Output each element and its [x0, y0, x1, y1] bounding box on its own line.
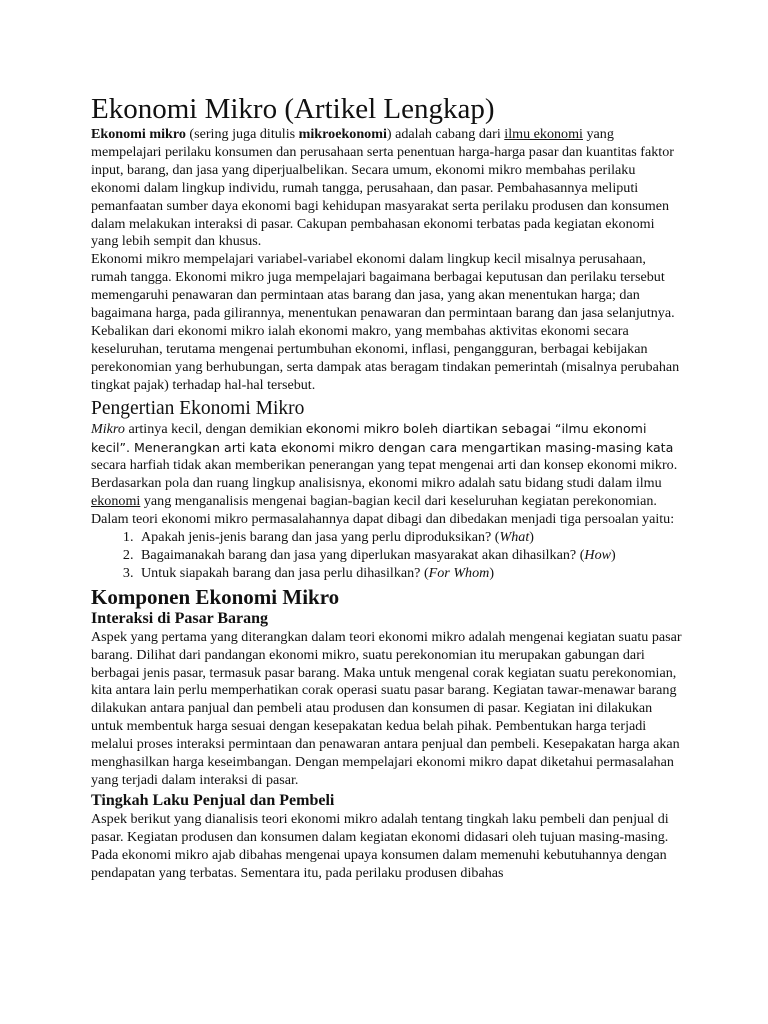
list-item: 2. Bagaimanakah barang dan jasa yang diperlukan masyarakat akan dihasilkan? (How)	[137, 547, 683, 565]
paragraph-3: Kebalikan dari ekonomi mikro ialah ekonomi makro, yang membahas aktivitas ekonomi secara keseluruhan, terutama mengenai pertumbuhan ekonomi, inflasi, pengangguran, berbagai kebijakan perekonomian yang berhubungan, serta dampak atas beragam tindakan pemerintah (misalnya perubahan tingkat pajak) terhadap hal-hal tersebut.	[91, 322, 680, 393]
list-item: 3. Untuk siapakah barang dan jasa perlu dihasilkan? (For Whom)	[137, 565, 683, 583]
interaksi-paragraph: Aspek yang pertama yang diterangkan dalam teori ekonomi mikro adalah mengenai kegiatan suatu pasar barang. Dilihat dari pandangan ekonomi mikro, suatu perekonomian itu merupakan gabungan dari berbagai jenis pasar, termasuk pasar barang. Maka untuk mengenal corak kegiatan suatu perekonomian, kita antara lain perlu memperhatikan corak operasi suatu pasar barang. Kegiatan tawar-menawar barang dilakukan antara panjual dan pembeli atau produsen dan konsumen di pasar. Kegiatan ini dilakukan untuk membentuk harga sesuai dengan kesepakatan kedua belah pihak. Pembentukan harga terjadi melalui proses interaksi permintaan dan penawaran antara penjual dan pembeli. Kesepakatan harga akan menghasilkan harga keseimbangan. Dengan mempelajari ekonomi mikro dapat diketahui permasalahan yang terjadi dalam interaksi di pasar.	[91, 628, 682, 788]
document-page	[91, 92, 683, 883]
list-item: 1. Apakah jenis-jenis barang dan jasa yang perlu diproduksikan? (What)	[137, 529, 683, 547]
tingkah-laku-paragraph: Aspek berikut yang dianalisis teori ekonomi mikro adalah tentang tingkah laku pembeli dan penjual di pasar. Kegiatan produsen dan konsumen dalam kegiatan ekonomi didasari oleh tujuan masing-masing. Pada ekonomi mikro ajab dibahas mengenai upaya konsumen dalam memenuhi kebutuhannya dengan pendapatan yang terbatas. Sementara itu, pada perilaku produsen dibahas	[91, 810, 669, 881]
heading-interaksi: Interaksi di Pasar Barang	[91, 609, 269, 627]
heading-tingkah-laku: Tingkah Laku Penjual dan Pembeli	[91, 791, 335, 809]
question-list	[91, 529, 683, 583]
intro-paragraph: Ekonomi mikro (sering juga ditulis mikroekonomi) adalah cabang dari ilmu ekonomi yang mempelajari perilaku konsumen dan perusahaan serta penentuan harga-harga pasar dan kuantitas faktor input, barang, dan jasa yang diperjualbelikan. Secara umum, ekonomi mikro membahas perilaku ekonomi dalam lingkup individu, rumah tangga, perusahaan, dan pasar. Pembahasannya meliputi pemanfaatan sumber daya ekonomi bagi kehidupan masyarakat serta perilaku produsen dan konsumen dalam melakukan interaksi di pasar. Cakupan pembahasan ekonomi terbatas pada kegiatan ekonomi yang lebih sempit dan khusus.	[91, 126, 674, 250]
link-ilmu-ekonomi[interactable]: ilmu ekonomi	[504, 126, 583, 142]
link-ekonomi[interactable]: ekonomi	[91, 493, 141, 510]
article-title: Ekonomi Mikro (Artikel Lengkap)	[91, 93, 495, 125]
pengertian-paragraph: Mikro artinya kecil, dengan demikian ekonomi mikro boleh diartikan sebagai “ilmu ekonomi kecil”. Menerangkan arti kata ekonomi mikro dengan cara mengartikan masing-masing kata secara harfiah tidak akan memberikan penerangan yang tepat mengenai arti dan konsep ekonomi mikro. Berdasarkan pola dan ruang lingkup analisisnya, ekonomi mikro adalah satu bidang studi dalam ilmu ekonomi yang menganalisis mengenai bagian-bagian kecil dari keseluruhan kegiatan perekonomian. Dalam teori ekonomi mikro permasalahannya dapat dibagi dan dibedakan menjadi tiga persoalan yaitu:	[91, 420, 678, 528]
heading-pengertian: Pengertian Ekonomi Mikro	[91, 397, 305, 419]
term-mikroekonomi: mikroekonomi	[298, 126, 387, 142]
heading-komponen: Komponen Ekonomi Mikro	[91, 584, 340, 609]
paragraph-2: Ekonomi mikro mempelajari variabel-variabel ekonomi dalam lingkup kecil misalnya perusahaan, rumah tangga. Ekonomi mikro juga mempelajari bagaimana berbagai keputusan dan perilaku tersebut memengaruhi penawaran dan permintaan atas barang dan jasa, yang akan menentukan harga; dan bagaimana harga, pada gilirannya, menentukan penawaran dan permintaan barang dan jasa selanjutnya.	[91, 251, 675, 322]
term-ekonomi-mikro: Ekonomi mikro	[91, 126, 186, 142]
